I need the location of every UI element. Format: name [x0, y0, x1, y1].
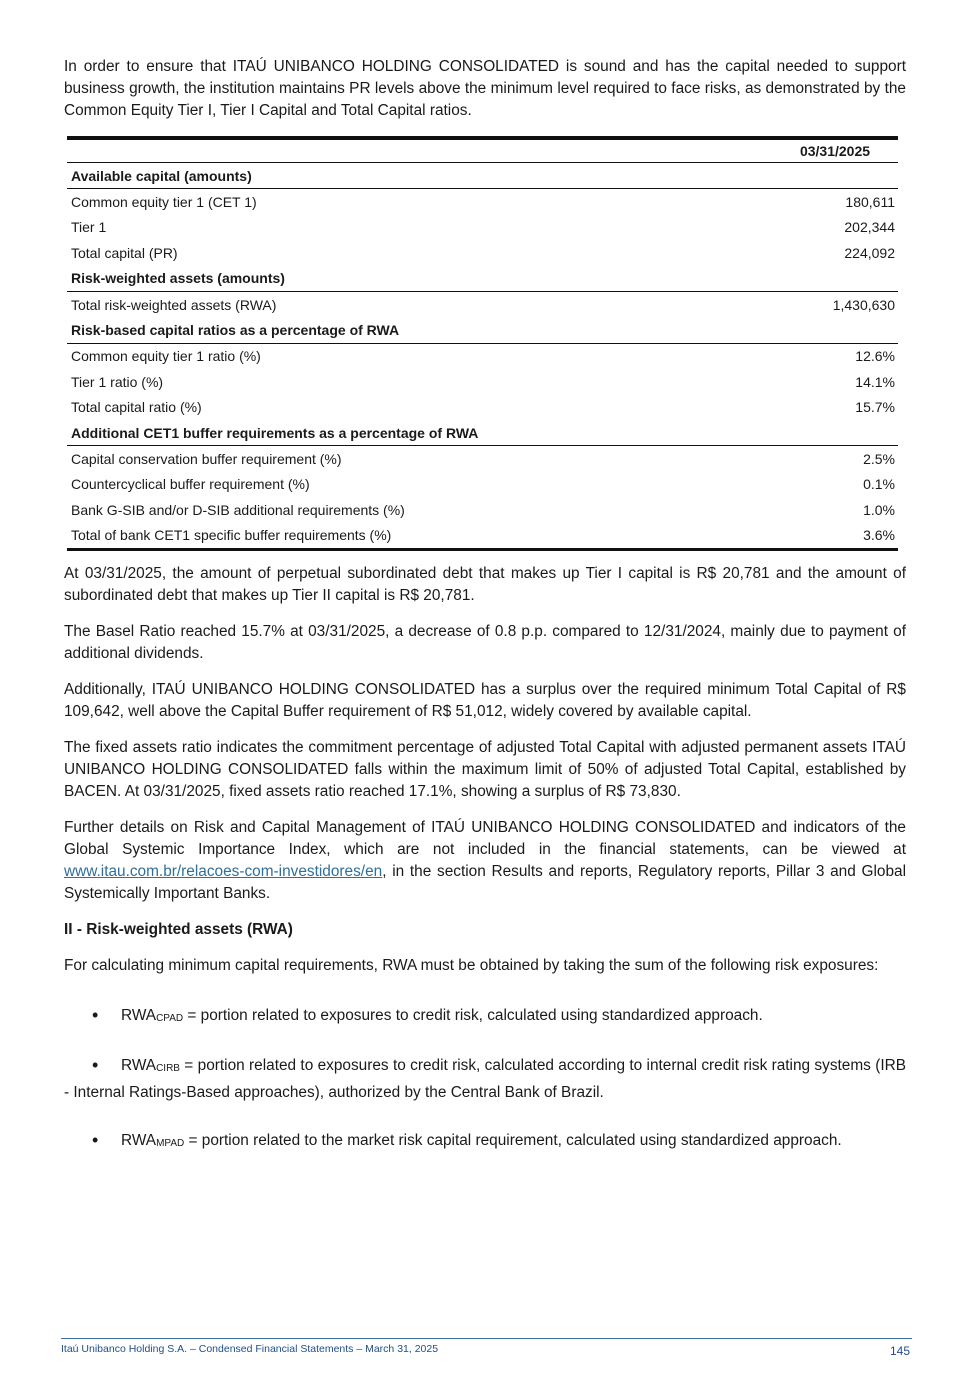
- paragraph-basel-ratio: The Basel Ratio reached 15.7% at 03/31/2025, a decrease of 0.8 p.p. compared to 12/31/2024, mainly due to payment of additional dividends.: [64, 622, 906, 662]
- row-label: Total of bank CET1 specific buffer requirements (%): [71, 527, 392, 544]
- table-section-header: Additional CET1 buffer requirements as a percentage of RWA: [67, 420, 898, 446]
- table-section-header: Available capital (amounts): [67, 163, 898, 189]
- rwa-intro-paragraph: For calculating minimum capital requirements, RWA must be obtained by taking the sum of the following risk exposures:: [64, 956, 879, 974]
- bullet-icon: •: [92, 1004, 99, 1025]
- page-number: 145: [889, 1344, 910, 1358]
- intro-paragraph: In order to ensure that ITAÚ UNIBANCO HOLDING CONSOLIDATED is sound and has the capital needed to support business growth, the institution maintains PR levels above the minimum level required to face risks, as demonstrated by the Common Equity Tier I, Tier I Capital and Total Capital ratios.: [64, 58, 906, 119]
- list-item: • $RWA_{CIRB}$ = portion related to exposures to credit risk, calculated according to internal credit risk rating systems (IRB - Internal Ratings-Based approaches), authorized by the Central Bank of Brazil.: [64, 1054, 906, 1101]
- row-label: Tier 1 ratio (%): [71, 373, 164, 390]
- row-value: 15.7%: [855, 399, 895, 416]
- row-label: Total capital ratio (%): [71, 399, 202, 416]
- paragraph-perpetual-debt: At 03/31/2025, the amount of perpetual subordinated debt that makes up Tier I capital is R$ 20,781 and the amount of subordinated debt that makes up Tier II capital is R$ 20,781.: [64, 564, 906, 604]
- table-row: [67, 369, 898, 394]
- table-section-header: Risk-weighted assets (amounts): [67, 266, 898, 292]
- table-header-row: [67, 140, 898, 163]
- list-item: • $RWA_{MPAD}$ = portion related to the market risk capital requirement, calculated using standardized approach.: [64, 1128, 906, 1155]
- row-label: Capital conservation buffer requirement (%): [71, 450, 342, 467]
- row-label: Total capital (PR): [71, 244, 178, 261]
- table-row: [67, 395, 898, 420]
- investor-relations-link[interactable]: www.itau.com.br/relacoes-com-investidores/en: [64, 862, 383, 880]
- date-column-header: 03/31/2025: [771, 140, 898, 163]
- row-value: 1,430,630: [832, 296, 895, 313]
- capital-table: [67, 136, 898, 551]
- bullet-icon: •: [92, 1129, 99, 1150]
- document-page: [64, 56, 906, 1155]
- row-value: 2.5%: [863, 450, 895, 467]
- paragraph-further-details: Further details on Risk and Capital Management of ITAÚ UNIBANCO HOLDING CONSOLIDATED and indicators of the Global Systemic Importance Index, which are not included in the financial statements, can be viewed at www.itau.com.br/relacoes-com-investidores/en, in the section Results and reports, Regulatory reports, Pillar 3 and Global Systemically Important Banks.: [64, 818, 906, 902]
- table-row: [67, 446, 898, 472]
- table-row: [67, 291, 898, 317]
- row-value: 14.1%: [855, 373, 895, 390]
- row-label: Bank G-SIB and/or D-SIB additional requirements (%): [71, 501, 405, 518]
- table-row: [67, 497, 898, 522]
- paragraph-fixed-assets: The fixed assets ratio indicates the commitment percentage of adjusted Total Capital with adjusted permanent assets ITAÚ UNIBANCO HOLDING CONSOLIDATED falls within the maximum limit of 50% of adjusted Total Capital, established by BACEN. At 03/31/2025, fixed assets ratio reached 17.1%, showing a surplus of R$ 73,830.: [64, 738, 906, 800]
- table-row: [67, 240, 898, 265]
- row-label: Common equity tier 1 ratio (%): [71, 348, 261, 365]
- bullet-icon: •: [92, 1054, 99, 1075]
- list-item: • $RWA_{CPAD}$ = portion related to exposures to credit risk, calculated using standardized approach.: [64, 1003, 906, 1030]
- table-section-header: Risk-based capital ratios as a percentage of RWA: [67, 317, 898, 343]
- row-value: 180,611: [845, 194, 895, 211]
- row-value: 12.6%: [855, 348, 895, 365]
- table-row: [67, 522, 898, 547]
- row-value: 202,344: [844, 219, 895, 236]
- row-value: 224,092: [844, 244, 895, 261]
- paragraph-surplus: Additionally, ITAÚ UNIBANCO HOLDING CONSOLIDATED has a surplus over the required minimum Total Capital of R$ 109,642, well above the Capital Buffer requirement of R$ 51,012, widely covered by available capital.: [64, 680, 906, 720]
- row-label: Tier 1: [71, 219, 107, 236]
- table-row: [67, 189, 898, 215]
- row-label: Countercyclical buffer requirement (%): [71, 476, 310, 493]
- row-value: 0.1%: [863, 476, 895, 493]
- footer-text: Itaú Unibanco Holding S.A. – Condensed Financial Statements – March 31, 2025: [61, 1343, 439, 1355]
- table-row: [67, 472, 898, 497]
- table-row: [67, 343, 898, 369]
- row-label: Common equity tier 1 (CET 1): [71, 194, 257, 211]
- section-heading-rwa: II - Risk-weighted assets (RWA): [64, 920, 293, 938]
- rwa-bullet-list: [64, 1003, 906, 1155]
- page-footer: [61, 1338, 912, 1358]
- row-label: Total risk-weighted assets (RWA): [71, 296, 277, 313]
- row-value: 3.6%: [863, 527, 895, 544]
- row-value: 1.0%: [863, 501, 895, 518]
- table-row: [67, 215, 898, 240]
